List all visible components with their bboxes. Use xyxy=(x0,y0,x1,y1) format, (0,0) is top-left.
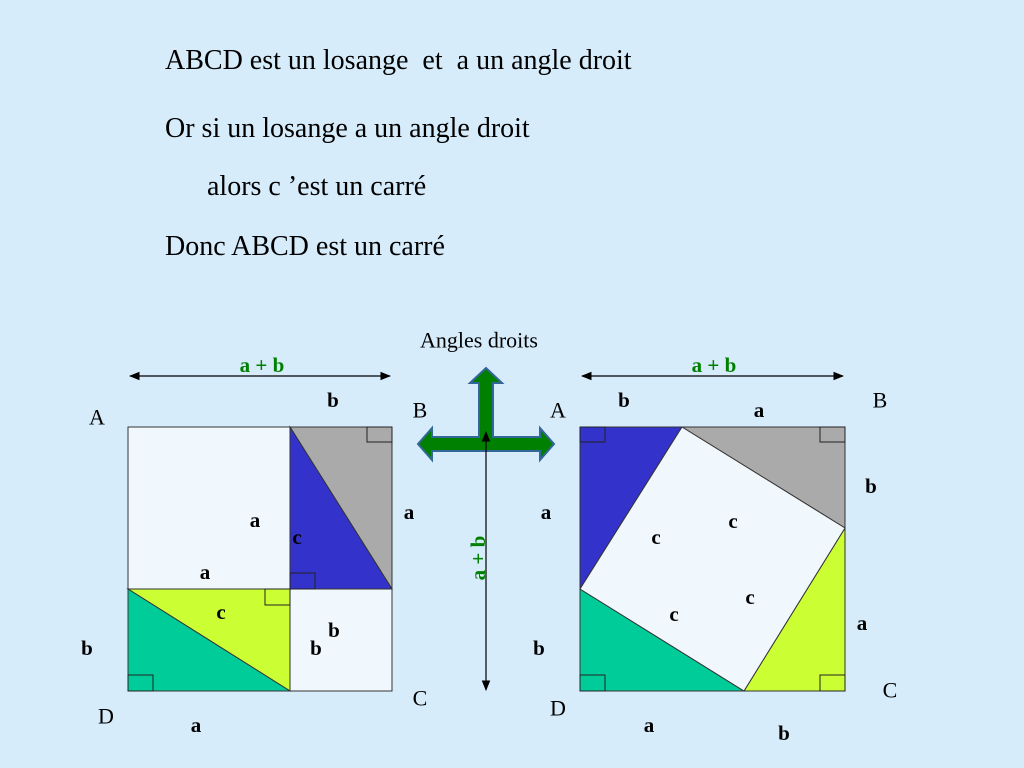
right-vertex-d: D xyxy=(550,695,566,721)
hypotenuse-label: c xyxy=(728,509,738,533)
hypotenuse-label: c xyxy=(292,525,302,549)
left-vertex-b: B xyxy=(412,397,428,423)
segment-label: a xyxy=(540,500,552,524)
hypotenuse-label: c xyxy=(669,602,679,626)
segment-label: b xyxy=(81,636,93,660)
segment-label: b xyxy=(618,388,630,412)
left-figure xyxy=(81,353,427,737)
hypotenuse-label: c xyxy=(651,525,661,549)
angles-title: Angles droits xyxy=(420,327,538,353)
right-vertex-c: C xyxy=(882,677,898,703)
statement-line-3: alors c ’est un carré xyxy=(207,171,427,202)
segment-label: a xyxy=(199,560,211,584)
segment-label: a xyxy=(403,500,415,524)
segment-label: b xyxy=(865,474,877,498)
segment-label: a xyxy=(190,713,202,737)
segment-label: a xyxy=(856,611,868,635)
segment-label: a xyxy=(753,398,765,422)
segment-label: b xyxy=(533,636,545,660)
segment-label: a xyxy=(643,713,655,737)
right-width-label: a + b xyxy=(691,353,737,377)
left-vertex-a: A xyxy=(89,404,105,430)
segment-label: b xyxy=(310,636,322,660)
segment-label: b xyxy=(327,388,339,412)
hypotenuse-label: c xyxy=(216,600,226,624)
left-width-label: a + b xyxy=(239,353,285,377)
left-vertex-d: D xyxy=(98,703,114,729)
segment-label: b xyxy=(778,721,790,745)
left-vertex-c: C xyxy=(412,685,428,711)
statement-line-4: Donc ABCD est un carré xyxy=(165,231,445,262)
right-figure xyxy=(533,353,897,745)
left-square-b xyxy=(290,589,392,691)
right-vertex-a: A xyxy=(550,397,566,423)
statement-line-2: Or si un losange a un angle droit xyxy=(165,113,530,144)
right-vertex-b: B xyxy=(872,387,888,413)
segment-label: a xyxy=(249,508,261,532)
statement-line-1: ABCD est un losange et a un angle droit xyxy=(165,45,632,76)
vertical-height-label: a + b xyxy=(466,535,490,581)
hypotenuse-label: c xyxy=(745,585,755,609)
segment-label: b xyxy=(328,618,340,642)
